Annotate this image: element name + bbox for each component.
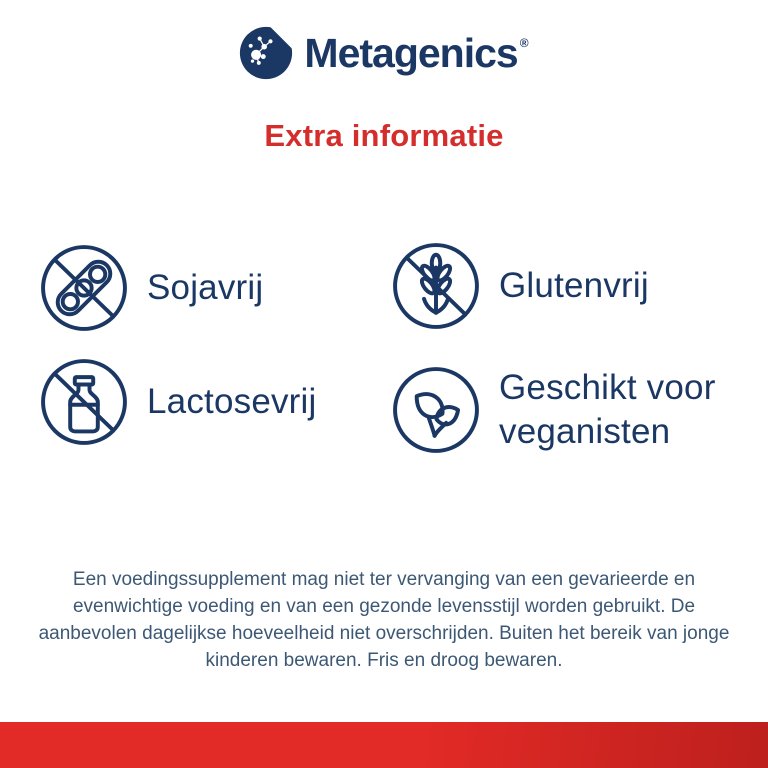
feature-label: Geschikt voor veganisten (499, 367, 716, 451)
feature-label: Sojavrij (147, 267, 264, 307)
feature-soy-free (38, 242, 263, 334)
feature-gluten-free (390, 240, 649, 332)
brand-name: Metagenics ® (304, 29, 529, 76)
no-soy-icon (38, 242, 130, 334)
feature-label: Glutenvrij (499, 265, 649, 305)
no-gluten-icon (390, 240, 482, 332)
feature-label: Lactosevrij (147, 381, 317, 421)
vegan-leaves-icon (390, 364, 482, 456)
brand-logo (0, 26, 768, 80)
metagenics-logo-icon (239, 26, 293, 80)
no-lactose-icon (38, 356, 130, 448)
feature-vegan (390, 364, 751, 456)
feature-lactose-free (38, 356, 317, 448)
page-title: Extra informatie (264, 118, 504, 153)
red-band-decoration (0, 722, 768, 768)
registered-trademark: ® (519, 35, 529, 50)
disclaimer-text: Een voedingssupplement mag niet ter vervanging van een gevarieerde en evenwichtige voeding en van een gezonde levensstijl worden gebruikt. De aanbevolen dagelijkse hoeveelheid niet overschrijden. Buiten het bereik van jonge kinderen bewaren. Fris en droog bewaren. (38, 569, 730, 671)
